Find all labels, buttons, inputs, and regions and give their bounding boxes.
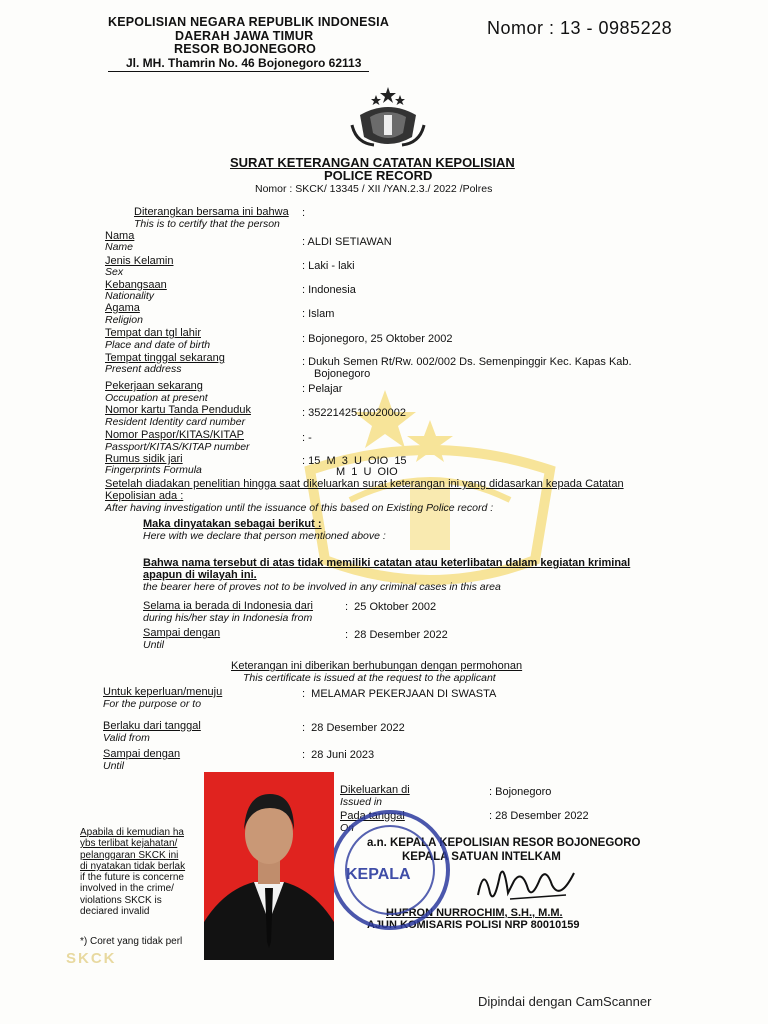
issued-place-value: : Bojonegoro bbox=[489, 786, 552, 798]
declare-label: Maka dinyatakan sebagai berikut : bbox=[143, 518, 322, 530]
field-value-birth: Bojonegoro, 25 Oktober 2002 bbox=[308, 333, 453, 345]
field-label-en: Sex bbox=[105, 266, 124, 278]
header-line-3: RESOR BOJONEGORO bbox=[174, 42, 317, 56]
side-note-line: deciared invalid bbox=[80, 906, 150, 918]
field-value-religion: Islam bbox=[308, 308, 335, 320]
side-note-line: di nyatakan tidak berlak bbox=[80, 860, 186, 872]
skck-watermark-text: SKCK bbox=[66, 950, 117, 967]
field-label: Rumus sidik jari bbox=[105, 453, 183, 465]
purpose-label: Keterangan ini diberikan berhubungan dengan permohonan bbox=[231, 660, 523, 672]
issued-date-value: : 28 Desember 2022 bbox=[489, 810, 589, 822]
intro-label-en: This is to certify that the person bbox=[134, 218, 280, 230]
field-label-en: Occupation at present bbox=[105, 392, 208, 404]
field-label-en: Resident Identity card number bbox=[105, 416, 246, 428]
field-label-en: Passport/KITAS/KITAP number bbox=[105, 441, 250, 453]
field-label-en: Fingerprints Formula bbox=[105, 464, 202, 476]
validity-purpose-en: For the purpose or to bbox=[103, 698, 202, 710]
stay-from-en: during his/her stay in Indonesia from bbox=[143, 612, 313, 624]
investigation-line-2: Kepolisian ada : bbox=[105, 490, 184, 502]
field-label-en: Religion bbox=[105, 314, 143, 326]
field-label: Tempat tinggal sekarang bbox=[105, 352, 225, 364]
stamp-label: KEPALA bbox=[346, 866, 411, 883]
document-subtitle: POLICE RECORD bbox=[324, 168, 433, 183]
issued-date-en: On bbox=[340, 822, 355, 834]
valid-until-label: Sampai dengan bbox=[103, 748, 181, 760]
statement-line-1: Bahwa nama tersebut di atas tidak memiliki catatan atau keterlibatan dalam kegiatan kriminal bbox=[143, 557, 631, 569]
field-value-nik: 3522142510020002 bbox=[308, 407, 407, 419]
stay-from-label: Selama ia berada di Indonesia dari bbox=[143, 600, 314, 612]
field-value-fingerprint-2: M 1 U OIO bbox=[336, 466, 398, 478]
investigation-en: After having investigation until the issuance of this based on Existing Police record : bbox=[105, 502, 494, 514]
police-emblem-icon bbox=[346, 85, 430, 151]
person-portrait-icon bbox=[204, 772, 334, 960]
signature-line-1: a.n. KEPALA KEPOLISIAN RESOR BOJONEGORO bbox=[367, 837, 641, 849]
validity-purpose-label: Untuk keperluan/menuju bbox=[103, 686, 223, 698]
statement-line-2: apapun di wilayah ini. bbox=[143, 569, 257, 581]
statement-en: the bearer here of proves not to be involved in any criminal cases in this area bbox=[143, 581, 501, 593]
intro-label: Diterangkan bersama ini bahwa bbox=[134, 206, 289, 218]
field-label: Tempat dan tgl lahir bbox=[105, 327, 201, 339]
header-line-1: KEPOLISIAN NEGARA REPUBLIK INDONESIA bbox=[108, 15, 390, 29]
field-label: Agama bbox=[105, 302, 140, 314]
signatory-name: HUFRON NURROCHIM, S.H., M.M. bbox=[386, 907, 563, 919]
field-value-name: ALDI SETIAWAN bbox=[307, 236, 392, 248]
valid-until-value: 28 Juni 2023 bbox=[311, 749, 375, 761]
field-label: Kebangsaan bbox=[105, 279, 167, 291]
field-label: Nama bbox=[105, 230, 135, 242]
valid-from-value: 28 Desember 2022 bbox=[311, 722, 405, 734]
field-label-en: Nationality bbox=[105, 290, 155, 302]
applicant-photo bbox=[204, 772, 334, 960]
footnote: *) Coret yang tidak perl bbox=[80, 936, 183, 947]
valid-until-en: Until bbox=[103, 760, 125, 772]
intro-colon: : bbox=[302, 207, 306, 219]
issued-place-en: Issued in bbox=[340, 796, 383, 808]
valid-from-label: Berlaku dari tanggal bbox=[103, 720, 201, 732]
signatory-rank: AJUN KOMISARIS POLISI NRP 80010159 bbox=[367, 919, 580, 931]
stay-from-value: 25 Oktober 2002 bbox=[354, 601, 437, 613]
side-note-line: ybs terlibat kejahatan/ bbox=[80, 838, 178, 850]
field-label-en: Name bbox=[105, 241, 134, 253]
field-value-sex: Laki - laki bbox=[308, 260, 355, 272]
stay-until-label: Sampai dengan bbox=[143, 627, 221, 639]
valid-from-en: Valid from bbox=[103, 732, 150, 744]
field-label: Jenis Kelamin bbox=[105, 255, 174, 267]
side-note-line: pelanggaran SKCK ini bbox=[80, 849, 179, 861]
stay-until-en: Until bbox=[143, 639, 165, 651]
document-title: SURAT KETERANGAN CATATAN KEPOLISIAN bbox=[230, 155, 515, 170]
side-note-line: involved in the crime/ bbox=[80, 883, 174, 895]
field-value-fingerprint: 15 M 3 U OIO 15 bbox=[308, 455, 407, 467]
declare-en: Here with we declare that person mentioned above : bbox=[143, 530, 386, 542]
scanner-caption: Dipindai dengan CamScanner bbox=[478, 994, 652, 1009]
side-note-line: Apabila di kemudian ha bbox=[80, 827, 184, 838]
field-label: Nomor Paspor/KITAS/KITAP bbox=[105, 429, 244, 441]
field-value-passport: - bbox=[308, 432, 312, 444]
side-note-line: violations SKCK is bbox=[80, 894, 162, 906]
issued-place-label: Dikeluarkan di bbox=[340, 784, 410, 796]
investigation-line-1: Setelah diadakan penelitian hingga saat dikeluarkan surat keterangan ini yang didasarkan kepada Catatan bbox=[105, 478, 624, 490]
document-number: Nomor : SKCK/ 13345 / XII /YAN.2.3./ 2022 /Polres bbox=[255, 183, 493, 195]
field-value-nationality: Indonesia bbox=[308, 284, 356, 296]
field-label: Nomor kartu Tanda Penduduk bbox=[105, 404, 251, 416]
purpose-en: This certificate is issued at the request to the applicant bbox=[243, 672, 496, 684]
issued-date-label: Pada tanggal bbox=[340, 810, 405, 822]
field-label-en: Present address bbox=[105, 363, 182, 375]
header-address: Jl. MH. Thamrin No. 46 Bojonegoro 62113 bbox=[108, 56, 369, 72]
field-value-occupation: Pelajar bbox=[308, 383, 343, 395]
field-label: Pekerjaan sekarang bbox=[105, 380, 203, 392]
handwritten-signature-icon bbox=[470, 855, 580, 910]
signature-line-2: KEPALA SATUAN INTELKAM bbox=[402, 851, 561, 863]
field-value-address: Dukuh Semen Rt/Rw. 002/002 Ds. Semenpinggir Kec. Kapas Kab. bbox=[308, 356, 632, 368]
field-value-address-2: Bojonegoro bbox=[314, 368, 371, 380]
document-page: KEPOLISIAN NEGARA REPUBLIK INDONESIA DAERAH JAWA TIMUR RESOR BOJONEGORO Jl. MH. Thamrin No. 46 Bojonegoro 62113 Nomor : 13 - 0985228 SURAT KETERANGAN CATATAN KEPOLISIAN POLICE RECORD Nomor : SKCK/ 13345 / XII /YAN.2.3./ 2022 /Polres Diterangkan bersama ini bahwa : This is to certify that the person Nama Name : ALDI SETIAWAN Jenis Kelamin Sex : Laki - laki Kebangsaan Nationality : Indonesia Agama Religion : Islam Tempat dan tgl lahir Place and date of birth : Bojonegoro, 25 Oktober 2002 Tempat tinggal sekarang Present address : Dukuh Semen Rt/Rw. 002/002 Ds. Semenpinggir Kec. Kapas Kab. Bojonegoro Pekerjaan sekarang Occupation at present : Pelajar Nomor kartu Tanda Penduduk Resident Identity card number : 3522142510020002 Nomor Paspor/KITAS/KITAP Passport/KITAS/KITAP number : - Rumus sidik jari Fingerprints Formula : 15 M 3 U OIO 15 M 1 U OIO Setelah diadakan penelitian hingga saat dikeluarkan surat keterangan ini yang didasarkan kepada Catatan Kepolisian ada : After having investigation until the issuance of this based on Existing Police record : Maka dinyatakan sebagai berikut : Here with we declare that person mentioned above : Bahwa nama tersebut di atas tidak memiliki catatan atau keterlibatan dalam kegiatan kriminal apapun di wilayah ini. the bearer here of proves not to be involved in any criminal cases in this area Selama ia berada di Indonesia dari during his/her stay in Indonesia from : 25 Oktober 2002 Sampai dengan Until : 28 Desember 2022 Keterangan ini diberikan berhubungan dengan permohonan This certificate is issued at the request to the applicant Untuk keperluan/menuju For the purpose or to : MELAMAR PEKERJAAN DI SWASTA Berlaku dari tanggal Valid from : 28 Desember 2022 Sampai dengan Until : 28 Juni 2023 Dikeluarkan di Issued in : Bojonegoro Pada tanggal On : 28 Desember 2022 a.n. KEPALA KEPOLISIAN RESOR BOJONEGORO KEPALA SATUAN INTELKAM HUFRON NURROCHIM, S.H., M.M. AJUN KOMISARIS POLISI NRP 80010159 KEPALA Apabila di kemudian ha ybs terlibat kejahatan/ pelanggaran SKCK ini di nyatakan tidak berlak if the future is concerne involved in the crime/ violations SKCK is deciared invalid *) Coret yang tidak perl SKCK Dipindai dengan CamScanner bbox=[0, 0, 768, 1024]
stay-until-value: 28 Desember 2022 bbox=[354, 629, 448, 641]
header-line-2: DAERAH JAWA TIMUR bbox=[175, 29, 314, 43]
document-number-top: Nomor : 13 - 0985228 bbox=[487, 18, 673, 38]
side-note-line: if the future is concerne bbox=[80, 872, 184, 884]
validity-purpose-value: MELAMAR PEKERJAAN DI SWASTA bbox=[311, 688, 497, 700]
field-label-en: Place and date of birth bbox=[105, 339, 211, 351]
